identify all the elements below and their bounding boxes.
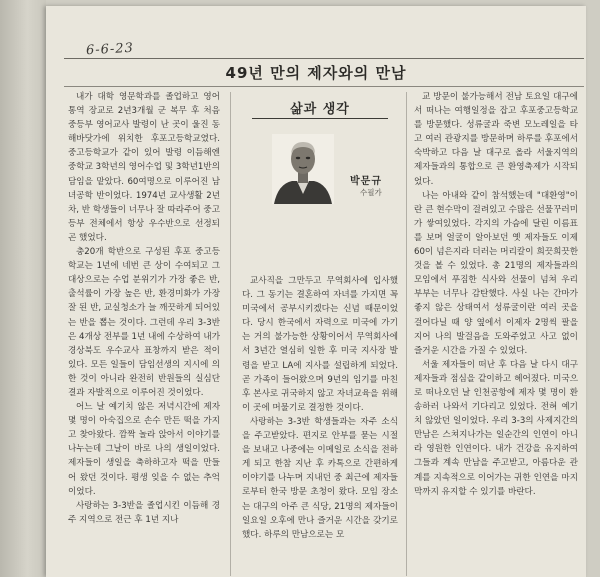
author-photo-icon: [272, 134, 334, 204]
paragraph: 서울 제자들이 떠난 후 다음 날 다시 대구 제자들과 점심을 같이하고 헤어졌다. 미국으로 떠나오던 날 인천공항에 제자 몇 명이 환송하러 나와서 기다리고 있었다. 전혀 예기치 않았던 일이었다. 우리 3-3의 사제지간의 만남은 스쳐지나가는 일순간의 인연이 아니라 영원한 인연이다. 내가 건강을 유지하여 그들과 계속 만남을 주고받고, 아름다운 관계를 지속적으로 이어가는 귀한 인연을 마지막까지 유지할 수 있기를 바란다.: [414, 359, 578, 497]
page-edge: [0, 0, 46, 577]
column-divider: [230, 92, 231, 576]
paragraph: 교 방문이 불가능해서 전남 토요일 대구에서 떠나는 여행일정을 잡고 후포중고등학교를 방문했다. 성류굴과 죽변 모노레일을 타고 여러 관광지를 방문하며 하루를 후포에서 숙박하고 다음 날 대구로 올라 서울지역의 제자들과의 통합으로 큰 환영축제가 시작되었다.: [414, 92, 578, 187]
paragraph: 사랑하는 3-3반을 졸업시킨 이듬해 경주 지역으로 전근 후 1년 지나: [68, 500, 220, 525]
headline: 49년 만의 제자와의 만남: [225, 64, 407, 82]
column-title-rule: [252, 118, 388, 119]
article-column-3: [414, 90, 578, 577]
article-column-1: [68, 90, 220, 577]
paragraph: 충20개 학반으로 구성된 후포 중고등학교는 1년에 네번 큰 상이 수여되고 그 대상으로는 수업 분위기가 가장 좋은 반, 출석률이 가장 높은 반, 환경미화가 가장 잘 된 반, 교실청소가 늘 깨끗하게 되어있는 반을 뽑는 것이다. 그런데 우리 3-3반은 4개상 전부를 1년 내에 수상하여 내가 경상북도 우수교사 표창까지 받은 적이 있다. 모든 일들이 담임선생의 지시에 의한 것이 아니라 완전히 반원들의 실심단결과 자발적으로 이루어진 것이었다.: [68, 247, 220, 398]
column-title: 삶과 생각: [290, 102, 350, 117]
author-role: 수필가: [360, 188, 382, 197]
paragraph: 교사직을 그만두고 무역회사에 입사했다. 그 동기는 결혼하여 자녀를 가지면 꼭 미국에서 공부시키겠다는 신념 때문이었다. 당시 한국에서 자력으로 미국에 가기는 거의 불가능한 상황이어서 무역회사에서 3년간 열심히 일한 후 미국 지사장 발령을 받고 LA에 지사를 설립하게 되었다. 곧 가족이 들어왔으며 9년의 임기를 마친 후 본사로 귀국하지 않고 자녀교육을 위해 이 곳에 머물기로 결정한 것이다.: [242, 276, 398, 413]
headline-rule: [64, 86, 584, 87]
author-portrait: [272, 134, 334, 204]
paragraph: 나는 아내와 같이 참석했는데 "대환영"이란 큰 현수막이 걸려있고 수많은 선물꾸러미가 쌓여있었다. 각지의 가슴에 달린 이름표를 보며 얼굴이 알아보던 옛 제자들도 이제 60이 넘은지라 더러는 머리칼이 희끗희끗한 것을 볼 수 있었다. 총 21명의 제자들과의 모임에서 푸짐한 식사와 선물이 넘쳐 우리 부부는 너무나 감탄했다. 사실 나는 간마가 좋지 않은 상태여서 성류굴이란 여러 곳을 걸어다닐 때 양 옆에서 이제자 2명씩 팔을 지어 나의 발걸음을 도와주었고 사고 없이 즐거운 시간을 가질 수 있었다.: [414, 190, 578, 356]
paragraph: 어느 날 예기치 않은 저녁시간에 제자 몇 명이 아숙집으로 손수 만든 떡을 가지고 찾아왔다. 깜짝 놀라 앉아서 이야기를 나누는데 그날이 바로 나의 생일이었다. 제자들이 생일을 축하하고자 떡을 만들어 왔던 것이다. 평생 잊을 수 없는 추억이었다.: [68, 402, 220, 497]
handwritten-date: 6-6-23: [85, 40, 135, 59]
author-name: 박문규: [350, 176, 382, 187]
newspaper-clipping: [46, 6, 586, 577]
paragraph: 사랑하는 3-3반 학생들과는 자주 소식을 주고받았다. 편지로 안부를 묻는 시절을 보내고 나중에는 이메일로 소식을 전하게 되고 한참 지난 후 카톡으로 간편하게 이야기를 나누며 지내던 중 최근에 제자들로부터 한국 방문 초청이 왔다. 모임 장소는 대구의 아주 큰 식당, 21명의 제자들이 일요일 오후에 만나 즐거운 시간을 갖기로 했다. 하루의 만남으로는 모: [242, 416, 398, 540]
column-divider: [406, 92, 407, 576]
top-rule: [64, 58, 584, 59]
article-column-2: [242, 274, 398, 577]
paragraph: 내가 대학 영문학과를 졸업하고 영어 통역 장교로 2년3개월 군 복무 후 처음 중등부 영어교사 발령이 난 곳이 울진 동해바닷가에 위치한 후포고등학교였다. 중고등학교가 같이 있어 발령 이듬해엔 중학교 3학년의 영어수업 및 3학년1반의 담임을 맡았다. 60여명으로 이루어진 남녀공학 반이었다. 1974년 교사생활 2년차, 반 학생들이 너무나 잘 따라주어 중고등부 전체에서 항상 우수반으로 선정되곤 했었다.: [68, 92, 220, 243]
